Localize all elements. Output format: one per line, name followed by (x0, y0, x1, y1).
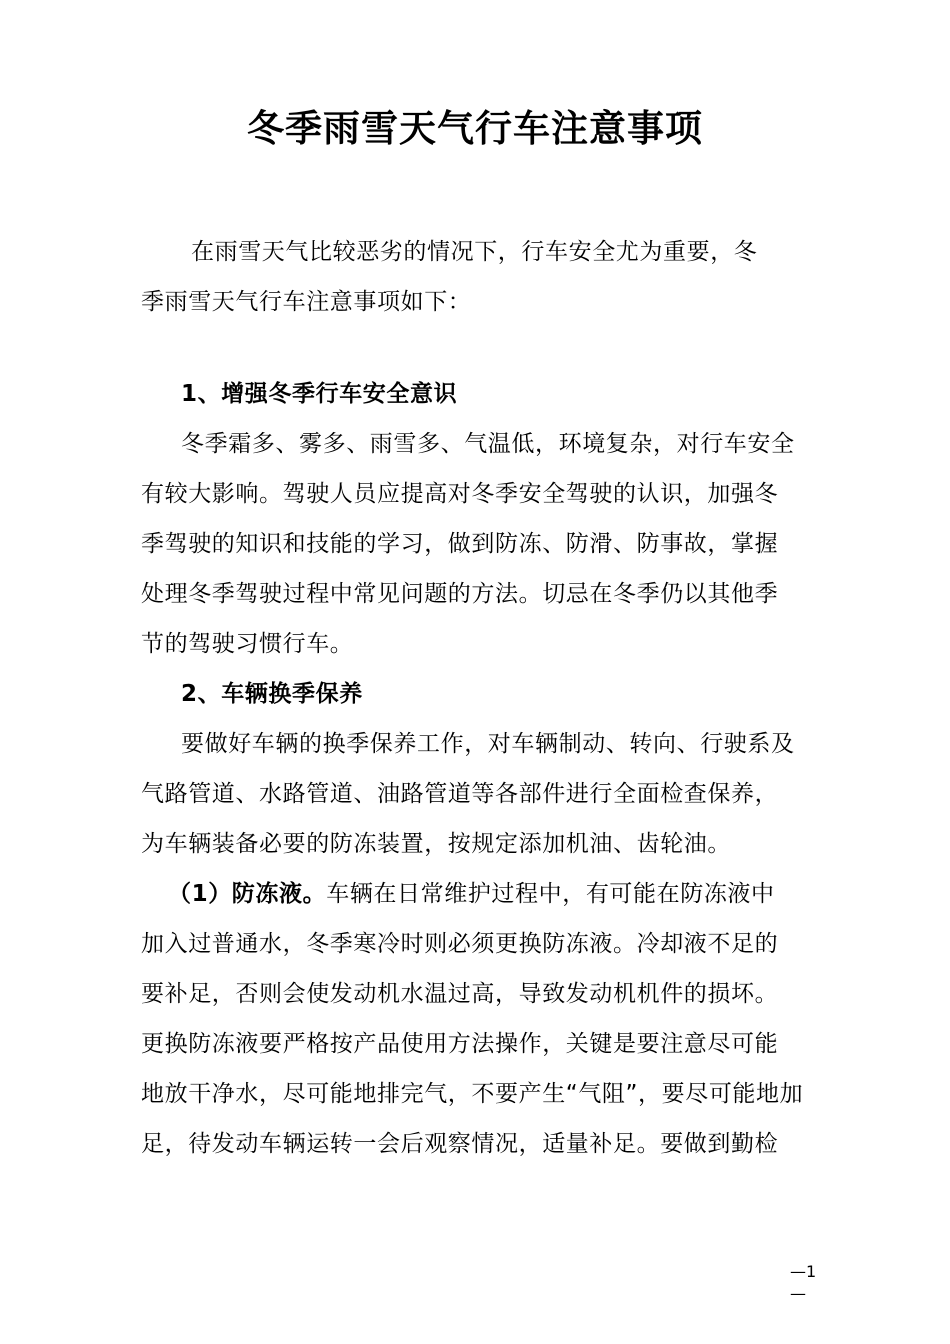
section-2-line-2: 气路管道、水路管道、油路管道等各部件进行全面检查保养， (141, 781, 779, 807)
document-title: 冬季雨雪天气行车注意事项 (247, 107, 703, 150)
intro-line-2: 季雨雪天气行车注意事项如下： (141, 289, 472, 315)
page-number: —1 (790, 1262, 817, 1281)
section-1-line-2: 有较大影响。驾驶人员应提高对冬季安全驾驶的认识，加强冬 (141, 481, 779, 507)
subsection-1-line-1 (168, 878, 775, 910)
section-1-line-5: 节的驾驶习惯行车。 (141, 631, 354, 657)
subsection-1-line-5: 地放干净水，尽可能地排完气，不要产生“气阻”，要尽可能地加 (141, 1081, 804, 1107)
section-1-line-1: 冬季霜多、雾多、雨雪多、气温低，环境复杂，对行车安全 (181, 431, 795, 457)
subsection-1-line-3: 要补足，否则会使发动机水温过高，导致发动机机件的损坏。 (141, 981, 779, 1007)
section-2-line-3: 为车辆装备必要的防冻装置，按规定添加机油、齿轮油。 (141, 831, 731, 857)
subsection-1-line-6: 足，待发动车辆运转一会后观察情况，适量补足。要做到勤检 (141, 1131, 779, 1157)
subsection-1-text: 车辆在日常维护过程中，有可能在防冻液中 (326, 881, 775, 907)
page-number-dash: — (790, 1284, 806, 1303)
section-1-line-4: 处理冬季驾驶过程中常见问题的方法。切忌在冬季仍以其他季 (141, 581, 779, 607)
section-1-line-3: 季驾驶的知识和技能的学习，做到防冻、防滑、防事故，掌握 (141, 531, 779, 557)
section-2-heading: 2、车辆换季保养 (181, 681, 363, 707)
subsection-1-line-4: 更换防冻液要严格按产品使用方法操作，关键是要注意尽可能 (141, 1031, 779, 1057)
section-2-line-1: 要做好车辆的换季保养工作，对车辆制动、转向、行驶系及 (181, 731, 795, 757)
subsection-1-label: （1）防冻液。 (168, 881, 327, 907)
intro-line-1: 在雨雪天气比较恶劣的情况下，行车安全尤为重要，冬 (191, 239, 758, 265)
section-1-heading: 1、增强冬季行车安全意识 (181, 381, 458, 407)
subsection-1-line-2: 加入过普通水，冬季寒冷时则必须更换防冻液。冷却液不足的 (141, 931, 779, 957)
